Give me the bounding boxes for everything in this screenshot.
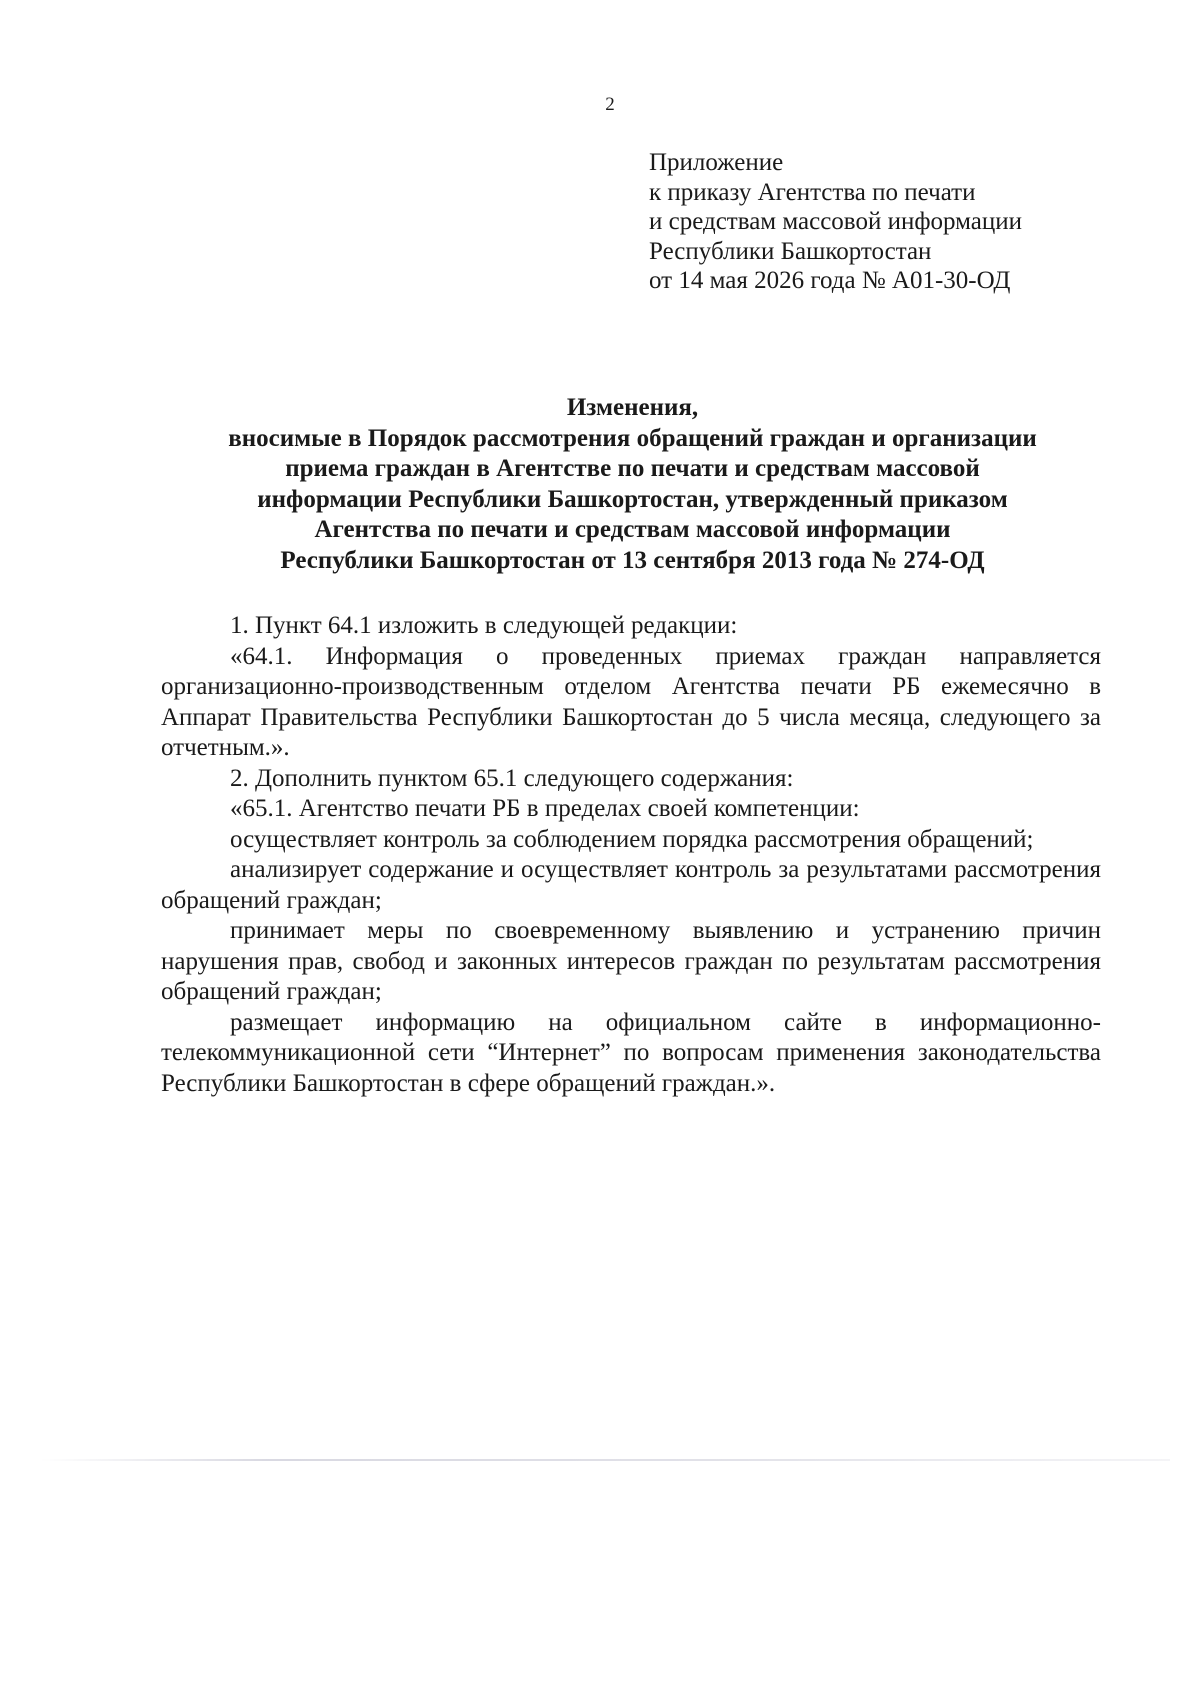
body-paragraph: «65.1. Агентство печати РБ в пределах своей компетенции: <box>230 795 860 822</box>
scan-artifact-line <box>40 1459 1170 1461</box>
document-body <box>161 611 1101 1099</box>
appendix-line: Приложение <box>649 149 784 176</box>
body-paragraph: осуществляет контроль за соблюдением порядка рассмотрения обращений; <box>230 825 1034 853</box>
title-line: Республики Башкортостан от 13 сентября 2013 года № 274-ОД <box>280 546 985 574</box>
document-title <box>150 393 1115 576</box>
appendix-line: и средствам массовой информации <box>649 208 1023 235</box>
appendix-header <box>649 148 1022 296</box>
appendix-line: от 14 мая 2026 года № А01-30-ОД <box>649 267 1011 294</box>
appendix-line: к приказу Агентства по печати <box>649 178 976 206</box>
body-paragraph: анализирует содержание и осуществляет контроль за результатами рассмотрения обращений граждан; <box>161 856 1101 914</box>
body-paragraph: принимает меры по своевременному выявлению и устранению причин нарушения прав, свобод и законных интересов граждан по результатам рассмотрения обращений граждан; <box>161 917 1101 1005</box>
body-paragraph: «64.1. Информация о проведенных приемах граждан направляется организационно-производственным отделом Агентства печати РБ ежемесячно в Аппарат Правительства Республики Башкортостан до 5 числа месяца, следующего за отчетным.». <box>161 642 1101 761</box>
appendix-line: Республики Башкортостан <box>649 237 932 265</box>
body-paragraph: 2. Дополнить пунктом 65.1 следующего содержания: <box>230 764 794 792</box>
body-paragraph: размещает информацию на официальном сайте в информационно-телекоммуникационной сети “Интернет” по вопросам применения законодательства Республики Башкортостан в сфере обращений граждан.». <box>161 1008 1101 1097</box>
page-number: 2 <box>605 94 615 115</box>
title-line: информации Республики Башкортостан, утвержденный приказом <box>257 485 1008 513</box>
title-line: приема граждан в Агентстве по печати и средствам массовой <box>285 455 980 482</box>
title-line: Агентства по печати и средствам массовой информации <box>314 516 951 543</box>
title-line: вносимые в Порядок рассмотрения обращений граждан и организации <box>228 424 1037 452</box>
title-line: Изменения, <box>566 394 699 421</box>
body-paragraph: 1. Пункт 64.1 изложить в следующей редакции: <box>230 612 738 639</box>
